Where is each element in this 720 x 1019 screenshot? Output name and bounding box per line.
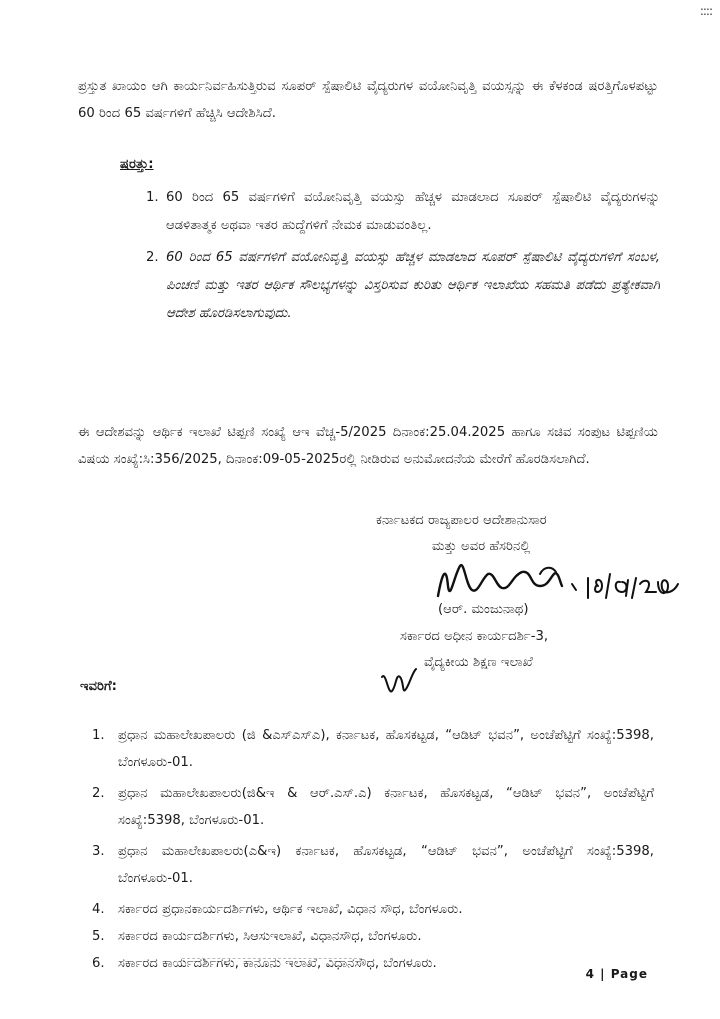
corner-mark: :::: bbox=[699, 4, 712, 18]
recipient-number: 6. bbox=[92, 956, 105, 971]
recipient-item bbox=[92, 950, 654, 977]
bottom-divider bbox=[182, 958, 362, 959]
recipient-item bbox=[92, 780, 654, 834]
condition-number: 2. bbox=[146, 250, 159, 265]
conditions-heading: ಷರತ್ತು: bbox=[120, 157, 154, 172]
governor-order-line: ಕರ್ನಾಟಕದ ರಾಜ್ಯಪಾಲರ ಆದೇಶಾನುಸಾರ bbox=[376, 513, 547, 528]
recipients-label: ಇವರಿಗೆ: bbox=[80, 679, 117, 694]
recipient-number: 5. bbox=[92, 929, 105, 944]
recipients-list bbox=[92, 722, 654, 977]
recipient-text: ಪ್ರಧಾನ ಮಹಾಲೇಖಪಾಲರು (ಜಿ &ಎಸ್ಎಸ್ಎ), ಕರ್ನಾಟಕ, ಹೊಸಕಟ್ಟಡ, “ಆಡಿಟ್ ಭವನ”, ಅಂಚೆಪೆಟ್ಟಿಗೆ ಸಂಖ್ಯೆ:5398, ಬೆಂಗಳೂರು-01. bbox=[118, 728, 654, 770]
on-behalf-line: ಮತ್ತು ಅವರ ಹೆಸರಿನಲ್ಲಿ bbox=[432, 539, 531, 554]
recipient-text: ಪ್ರಧಾನ ಮಹಾಲೇಖಪಾಲರು(ಎ&ಇ) ಕರ್ನಾಟಕ, ಹೊಸಕಟ್ಟಡ, “ಆಡಿಟ್ ಭವನ”, ಅಂಚೆಪೆಟ್ಟಿಗೆ ಸಂಖ್ಯೆ:5398, ಬೆಂಗಳೂರು-01. bbox=[118, 844, 654, 886]
recipient-item bbox=[92, 896, 654, 923]
recipient-text: ಸರ್ಕಾರದ ಪ್ರಧಾನಕಾರ್ಯದರ್ಶಿಗಳು, ಆರ್ಥಿಕ ಇಲಾಖೆ, ವಿಧಾನ ಸೌಧ, ಬೆಂಗಳೂರು. bbox=[118, 902, 463, 917]
recipient-text: ಸರ್ಕಾರದ ಕಾರ್ಯದರ್ಶಿಗಳು, ಸಿಆಸುಇಲಾಖೆ, ವಿಧಾನಸೌಧ, ಬೆಂಗಳೂರು. bbox=[118, 929, 422, 944]
recipient-text: ಪ್ರಧಾನ ಮಹಾಲೇಖಪಾಲರು(ಜಿ&ಇ & ಆರ್.ಎಸ್.ಎ) ಕರ್ನಾಟಕ, ಹೊಸಕಟ್ಟಡ, “ಆಡಿಟ್ ಭವನ”, ಅಂಚೆಪೆಟ್ಟಿಗೆ ಸಂಖ್ಯೆ:5398, ಬೆಂಗಳೂರು-01. bbox=[118, 786, 654, 828]
recipient-number: 2. bbox=[92, 786, 105, 801]
signer-title: ಸರ್ಕಾರದ ಅಧೀನ ಕಾರ್ಯದರ್ಶಿ-3, bbox=[400, 629, 549, 644]
approval-paragraph: ಈ ಆದೇಶವನ್ನು ಆರ್ಥಿಕ ಇಲಾಖೆ ಟಿಪ್ಪಣಿ ಸಂಖ್ಯೆ ಆಇ ವೆಚ್ಚ-5/2025 ದಿನಾಂಕ:25.04.2025 ಹಾಗೂ ಸಚಿವ ಸಂಪುಟ ಟಿಪ್ಪಣಿಯ ವಿಷಯ ಸಂಖ್ಯೆ:ಸಿ:356/2025, ದಿನಾಂಕ:09-05-2025ರಲ್ಲಿ ನೀಡಿರುವ ಅನುಮೋದನೆಯ ಮೇರೆಗೆ ಹೊರಡಿಸಲಾಗಿದೆ. bbox=[78, 425, 658, 467]
signer-department: ವೈದ್ಯಕೀಯ ಶಿಕ್ಷಣ ಇಲಾಖೆ bbox=[424, 655, 533, 670]
recipient-item bbox=[92, 838, 654, 892]
condition-text: 60 ರಿಂದ 65 ವರ್ಷಗಳಿಗೆ ವಯೋನಿವೃತ್ತಿ ವಯಸ್ಸು ಹೆಚ್ಚಳ ಮಾಡಲಾದ ಸೂಪರ್ ಸ್ಪೆಷಾಲಿಟಿ ವೈದ್ಯರುಗಳನ್ನು ಆಡಳಿತಾತ್ಮಕ ಅಥವಾ ಇತರ ಹುದ್ದೆಗಳಿಗೆ ನೇಮಕ ಮಾಡುವಂತಿಲ್ಲ. bbox=[166, 190, 660, 233]
signer-name: (ಆರ್. ಮಂಜುನಾಥ) bbox=[438, 602, 529, 617]
order-paragraph: ಪ್ರಸ್ತುತ ಖಾಯಂ ಆಗಿ ಕಾರ್ಯನಿರ್ವಹಿಸುತ್ತಿರುವ ಸೂಪರ್ ಸ್ಪೆಷಾಲಿಟಿ ವೈದ್ಯರುಗಳ ವಯೋನಿವೃತ್ತಿ ವಯಸ್ಸನ್ನು ಈ ಕೆಳಕಂಡ ಷರತ್ತಿಗೊಳಪಟ್ಟು 60 ರಿಂದ 65 ವರ್ಷಗಳಿಗೆ ಹೆಚ್ಚಿಸಿ ಆದೇಶಿಸಿದೆ. bbox=[78, 79, 659, 121]
condition-item bbox=[148, 184, 660, 240]
handwritten-initials bbox=[378, 665, 418, 701]
recipient-number: 1. bbox=[92, 728, 105, 743]
recipient-item bbox=[92, 923, 654, 950]
page-number: 4 | Page bbox=[585, 967, 648, 981]
condition-text: 60 ರಿಂದ 65 ವರ್ಷಗಳಿಗೆ ವಯೋನಿವೃತ್ತಿ ವಯಸ್ಸು ಹೆಚ್ಚಳ ಮಾಡಲಾದ ಸೂಪರ್ ಸ್ಪೆಷಾಲಿಟಿ ವೈದ್ಯರುಗಳಿಗೆ ಸಂಬಳ, ಪಿಂಚಣಿ ಮತ್ತು ಇತರ ಆರ್ಥಿಕ ಸೌಲಭ್ಯಗಳನ್ನು ವಿಸ್ತರಿಸುವ ಕುರಿತು ಆರ್ಥಿಕ ಇಲಾಖೆಯ ಸಹಮತಿ ಪಡೆದು ಪ್ರತ್ಯೇಕವಾಗಿ ಆದೇಶ ಹೊರಡಿಸಲಾಗುವುದು. bbox=[166, 250, 660, 321]
recipient-text: ಸರ್ಕಾರದ ಕಾರ್ಯದರ್ಶಿಗಳು, ಕಾನೂನು ಇಲಾಖೆ, ವಿಧಾನಸೌಧ, ಬೆಂಗಳೂರು. bbox=[118, 956, 437, 971]
recipient-number: 4. bbox=[92, 902, 105, 917]
condition-number: 1. bbox=[146, 190, 159, 205]
conditions-list bbox=[148, 184, 660, 332]
recipient-item bbox=[92, 722, 654, 776]
condition-item bbox=[148, 244, 660, 328]
recipient-number: 3. bbox=[92, 844, 105, 859]
